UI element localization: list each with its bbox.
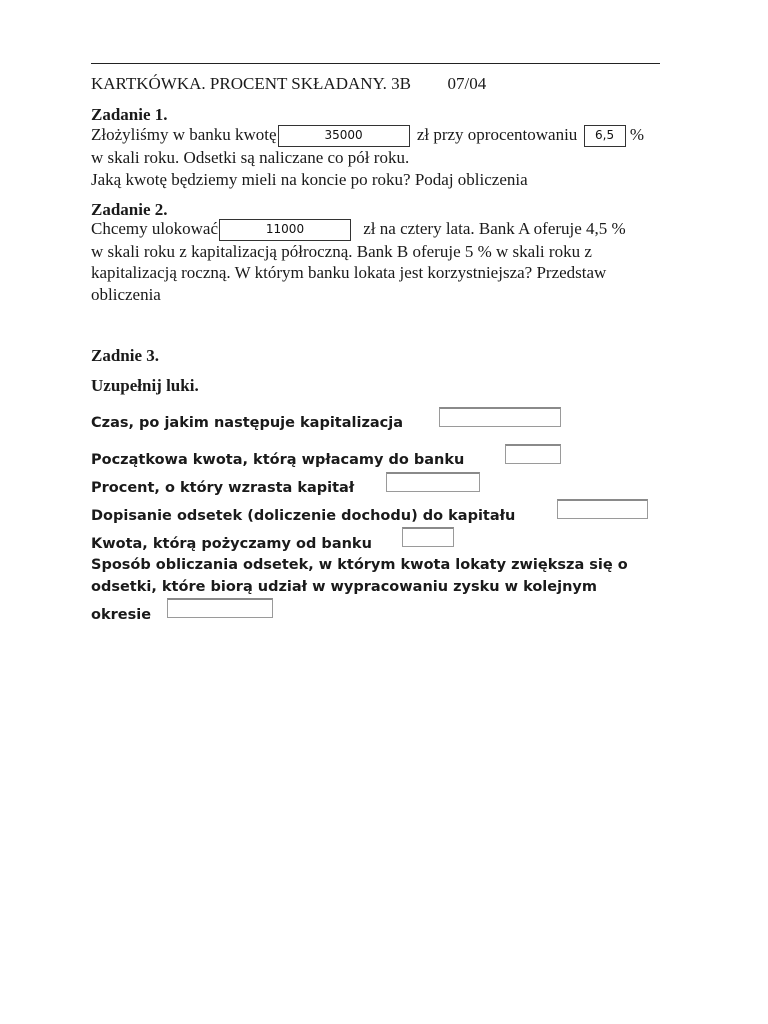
quiz-title bbox=[91, 73, 486, 95]
percent-sign: % bbox=[629, 125, 644, 144]
task1-line3: Jaką kwotę będziemy mieli na koncie po roku? Podaj obliczenia bbox=[91, 170, 528, 189]
gap-item-6-input[interactable] bbox=[167, 598, 273, 618]
gap-item-4-input[interactable] bbox=[557, 499, 648, 519]
task2-line1-text-b: zł na cztery lata. Bank A oferuje 4,5 % bbox=[363, 219, 626, 238]
task1-line2: w skali roku. Odsetki są naliczane co pół roku. bbox=[91, 148, 410, 167]
gap-item-1-label: Czas, po jakim następuje kapitalizacja bbox=[91, 415, 404, 431]
task2-line4: obliczenia bbox=[91, 285, 161, 304]
gap-item-6-label-line3: okresie bbox=[91, 607, 152, 623]
rate-field[interactable]: 6,5 bbox=[584, 125, 626, 147]
gap-item-4-label: Dopisanie odsetek (doliczenie dochodu) do kapitału bbox=[91, 508, 516, 524]
gap-item-2-label: Początkowa kwota, którą wpłacamy do banku bbox=[91, 452, 465, 468]
gap-item-1-input[interactable] bbox=[439, 407, 561, 427]
date-text: 07/04 bbox=[447, 74, 487, 93]
gap-item-6-label-line2: odsetki, które biorą udział w wypracowaniu zysku w kolejnym bbox=[91, 579, 597, 595]
amount-field[interactable]: 35000 bbox=[278, 125, 410, 147]
gap-item-5-input[interactable] bbox=[402, 527, 454, 547]
task1-line1 bbox=[91, 124, 644, 147]
top-rule bbox=[91, 63, 660, 64]
title-text: KARTKÓWKA. PROCENT SKŁADANY. 3B bbox=[91, 74, 411, 93]
task2-line1 bbox=[91, 218, 626, 241]
task2-line3: kapitalizacją roczną. W którym banku lokata jest korzystniejsza? Przedstaw bbox=[91, 263, 607, 282]
task1-line1-text-b: zł przy oprocentowaniu bbox=[416, 125, 578, 144]
task2-line2: w skali roku z kapitalizacją półroczną. Bank B oferuje 5 % w skali roku z bbox=[91, 242, 592, 261]
gap-item-5-label: Kwota, którą pożyczamy od banku bbox=[91, 536, 372, 552]
gap-item-3-label: Procent, o który wzrasta kapitał bbox=[91, 480, 355, 496]
amount-field[interactable]: 11000 bbox=[219, 219, 351, 241]
gap-item-2-input[interactable] bbox=[505, 444, 561, 464]
task2-line1-text-a: Chcemy ulokować bbox=[91, 219, 218, 238]
task3-heading: Zadnie 3. bbox=[91, 346, 160, 365]
task1-line1-text-a: Złożyliśmy w banku kwotę bbox=[91, 125, 277, 144]
gap-item-3-input[interactable] bbox=[386, 472, 480, 492]
task2-heading: Zadanie 2. bbox=[91, 200, 168, 219]
gap-item-6-label-line1: Sposób obliczania odsetek, w którym kwota lokaty zwiększa się o bbox=[91, 557, 628, 573]
task1-heading: Zadanie 1. bbox=[91, 105, 168, 124]
task3-instruction: Uzupełnij luki. bbox=[91, 376, 199, 395]
